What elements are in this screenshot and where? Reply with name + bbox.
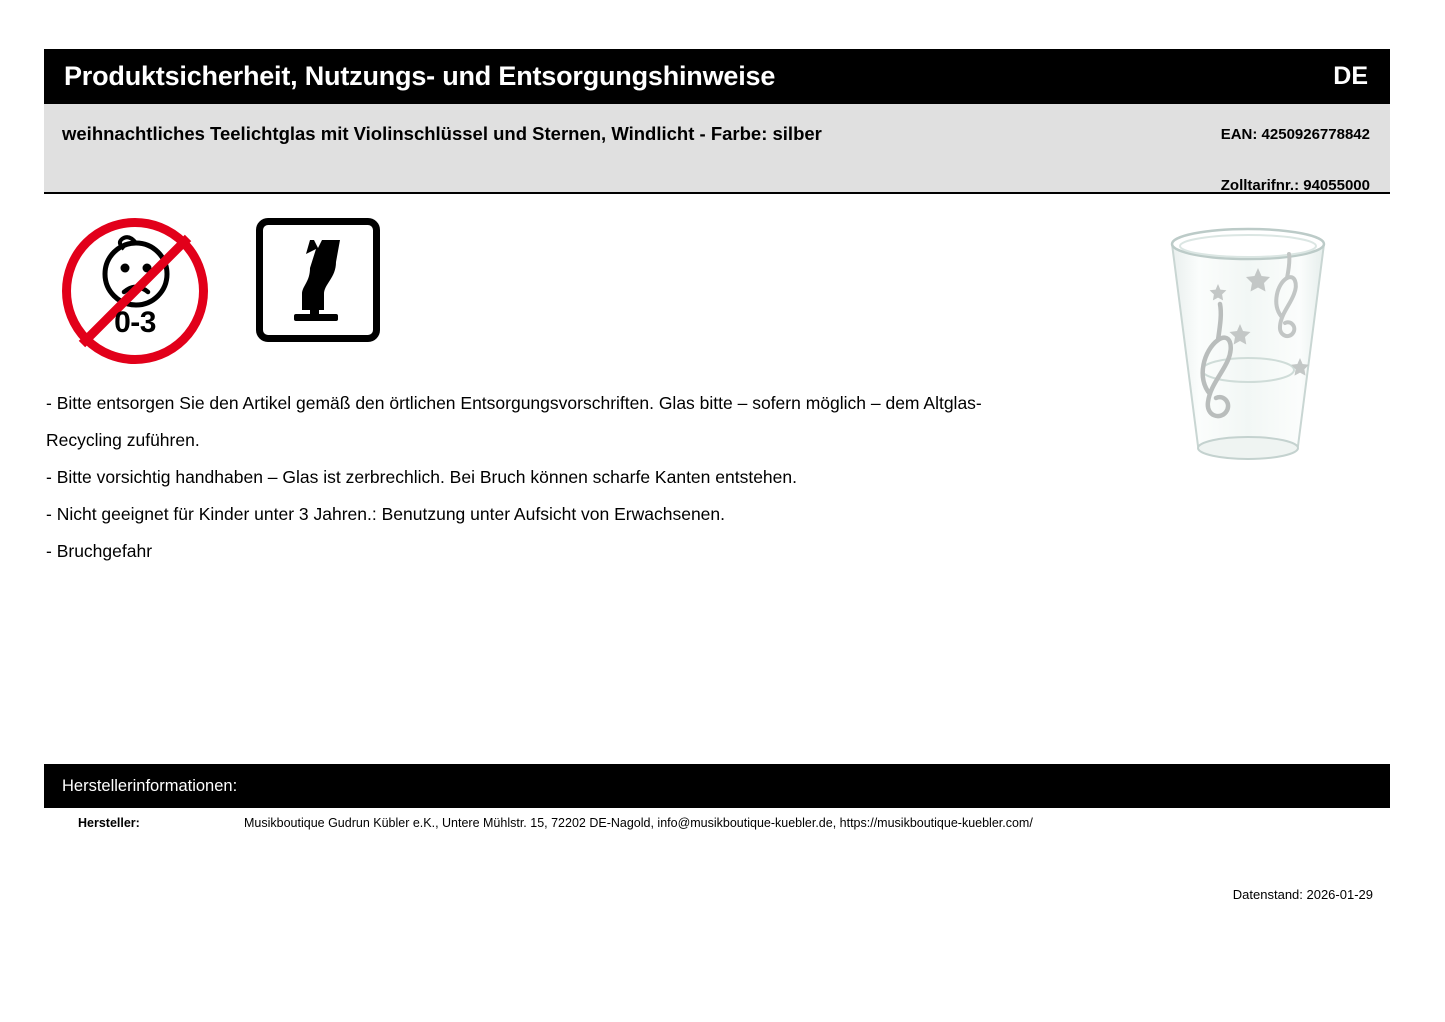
manufacturer-label: Hersteller: [78, 816, 140, 830]
document-header [44, 49, 1390, 104]
manufacturer-section-title: Herstellerinformationen: [62, 776, 238, 795]
note-item: - Nicht geeignet für Kinder unter 3 Jahren.: Benutzung unter Aufsicht von Erwachsenen. [46, 504, 726, 524]
note-item: - Bruchgefahr [46, 541, 153, 561]
manufacturer-section-header [44, 764, 1390, 808]
product-name: weihnachtliches Teelichtglas mit Violinschlüssel und Sternen, Windlicht - Farbe: silber [62, 123, 822, 144]
product-info-bar [44, 104, 1390, 194]
age-range-label: 0-3 [114, 306, 156, 339]
datestamp: Datenstand: 2026-01-29 [1232, 887, 1373, 902]
broken-glass-glyph [280, 234, 356, 326]
product-codes [1221, 120, 1370, 200]
manufacturer-value: Musikboutique Gudrun Kübler e.K., Untere Mühlstr. 15, 72202 DE-Nagold, info@musikboutique-kuebler.de, https://musikboutique-kuebler.com/ [244, 816, 1033, 830]
note-item: - Bitte entsorgen Sie den Artikel gemäß den örtlichen Entsorgungsvorschriften. Glas bitte – sofern möglich – dem Altglas-Recycling zuführen. [46, 393, 982, 450]
pictogram-row [62, 218, 380, 364]
no-children-under-3-icon [62, 218, 208, 364]
language-code: DE [1333, 62, 1368, 90]
tealight-glass-photo [1148, 218, 1348, 468]
tariff-number: Zolltarifnr.: 94055000 [1220, 177, 1370, 194]
glass-illustration [1148, 218, 1348, 468]
ean-code: EAN: 4250926778842 [1220, 126, 1370, 143]
safety-notes [46, 385, 996, 570]
note-item: - Bitte vorsichtig handhaben – Glas ist zerbrechlich. Bei Bruch können scharfe Kanten entstehen. [46, 467, 797, 487]
fragile-broken-glass-icon [256, 218, 380, 342]
page-title: Produktsicherheit, Nutzungs- und Entsorgungshinweise [64, 61, 776, 91]
